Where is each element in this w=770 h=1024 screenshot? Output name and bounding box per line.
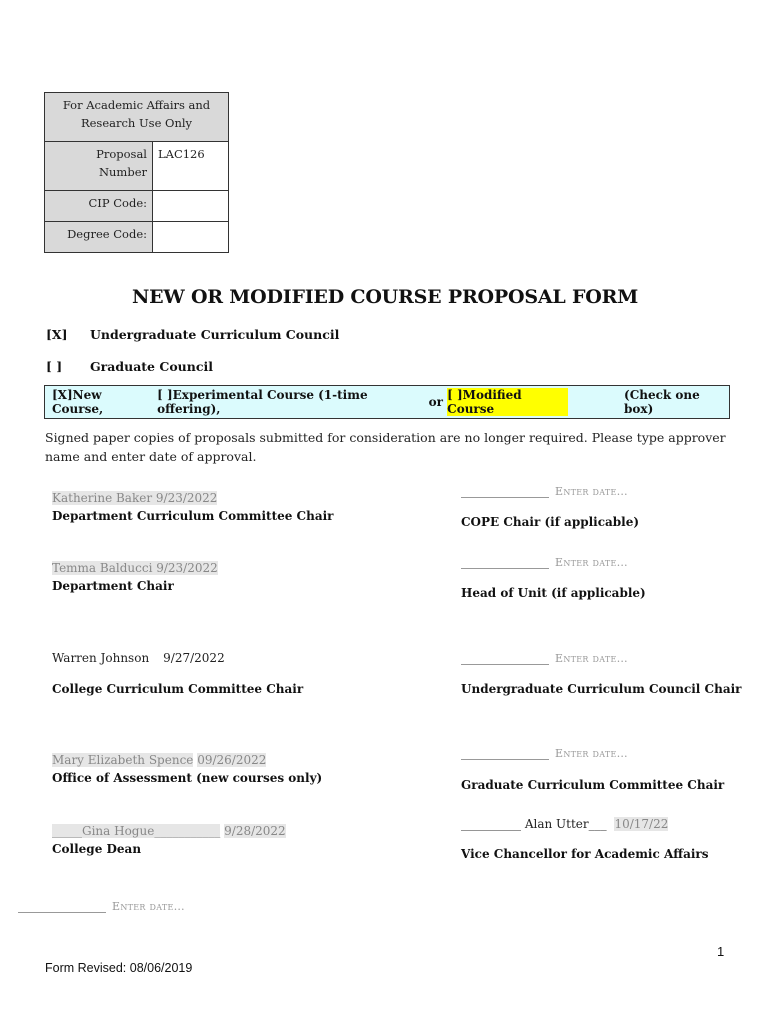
proposal-number-value: LAC126 (153, 142, 229, 191)
dept-chair-signature[interactable] (52, 561, 218, 575)
date-placeholder[interactable]: Enter date… (555, 652, 628, 665)
cope-chair-role: COPE Chair (if applicable) (461, 515, 640, 529)
vice-chancellor-signature[interactable] (461, 817, 668, 831)
signature-date[interactable]: 9/27/2022 (163, 651, 225, 665)
signature-name[interactable]: Warren Johnson (52, 651, 150, 665)
extra-date-field[interactable] (18, 900, 185, 913)
dept-curriculum-chair-role: Department Curriculum Committee Chair (52, 509, 334, 523)
gcc-chair-date-field[interactable] (461, 747, 628, 760)
signature-line (18, 900, 106, 913)
council-label: Graduate Council (90, 359, 213, 374)
vice-chancellor-role: Vice Chancellor for Academic Affairs (461, 847, 709, 861)
signature-date[interactable]: 9/28/2022 (224, 824, 286, 838)
college-dean-role: College Dean (52, 842, 142, 856)
use-box-header: For Academic Affairs and Research Use Only (45, 93, 229, 142)
council-option-undergraduate[interactable] (46, 327, 339, 342)
course-type-experimental[interactable]: [ ]Experimental Course (1-time offering), (157, 388, 368, 416)
page-number: 1 (717, 944, 725, 959)
date-placeholder[interactable]: Enter date… (555, 747, 628, 760)
instructions-note: Signed paper copies of proposals submitted for consideration are no longer required. Please type approver name and enter date of approval. (45, 430, 726, 464)
course-type-new[interactable]: [X]New Course, (52, 388, 104, 416)
council-checkbox[interactable]: [ ] (46, 359, 63, 374)
council-checkbox[interactable]: [X] (46, 327, 68, 342)
date-placeholder[interactable]: Enter date… (555, 485, 628, 498)
degree-code-label: Degree Code: (45, 222, 153, 253)
signature-date[interactable]: 09/26/2022 (197, 753, 267, 767)
form-revised-date: Form Revised: 08/06/2019 (45, 961, 193, 975)
signature-line (461, 556, 549, 569)
signature-line (461, 652, 549, 665)
council-option-graduate[interactable] (46, 359, 213, 374)
head-of-unit-role: Head of Unit (if applicable) (461, 586, 646, 600)
college-curriculum-chair-signature[interactable] (52, 651, 225, 665)
assessment-office-role: Office of Assessment (new courses only) (52, 771, 323, 785)
cip-code-label: CIP Code: (45, 191, 153, 222)
check-one-note: (Check one box) (624, 388, 700, 416)
ucc-chair-date-field[interactable] (461, 652, 628, 665)
proposal-number-label: Proposal Number (45, 142, 153, 191)
signature-name[interactable]: Alan Utter (524, 817, 589, 831)
signature-date[interactable]: 10/17/22 (614, 817, 669, 831)
ucc-chair-role: Undergraduate Curriculum Council Chair (461, 682, 742, 696)
course-type-box (44, 385, 730, 419)
course-type-modified[interactable]: [ ]Modified Course (447, 388, 568, 416)
page-title: NEW OR MODIFIED COURSE PROPOSAL FORM (131, 286, 639, 308)
signature-line (461, 485, 549, 498)
signature-field[interactable]: Katherine Baker 9/23/2022 (52, 491, 218, 505)
gcc-chair-role: Graduate Curriculum Committee Chair (461, 778, 725, 792)
head-of-unit-date-field[interactable] (461, 556, 628, 569)
signature-field[interactable]: Temma Balducci 9/23/2022 (52, 561, 218, 575)
date-placeholder[interactable]: Enter date… (555, 556, 628, 569)
date-placeholder[interactable]: Enter date… (112, 900, 185, 913)
degree-code-value (153, 222, 229, 253)
dept-curriculum-chair-signature[interactable] (52, 491, 217, 505)
assessment-office-signature[interactable] (52, 753, 266, 767)
signature-name[interactable]: Mary Elizabeth Spence (52, 753, 194, 767)
council-label: Undergraduate Curriculum Council (90, 327, 340, 342)
signature-name[interactable]: _____Gina Hogue___________ (52, 824, 221, 838)
college-dean-signature[interactable] (52, 824, 286, 838)
signature-line (461, 747, 549, 760)
cip-code-value (153, 191, 229, 222)
dept-chair-role: Department Chair (52, 579, 174, 593)
college-curriculum-chair-role: College Curriculum Committee Chair (52, 682, 304, 696)
academic-affairs-use-box (44, 92, 229, 253)
signature-suffix: ___ (588, 817, 607, 831)
signature-prefix: __________ (461, 817, 521, 831)
course-type-or: or (428, 395, 443, 409)
cope-chair-date-field[interactable] (461, 485, 628, 498)
